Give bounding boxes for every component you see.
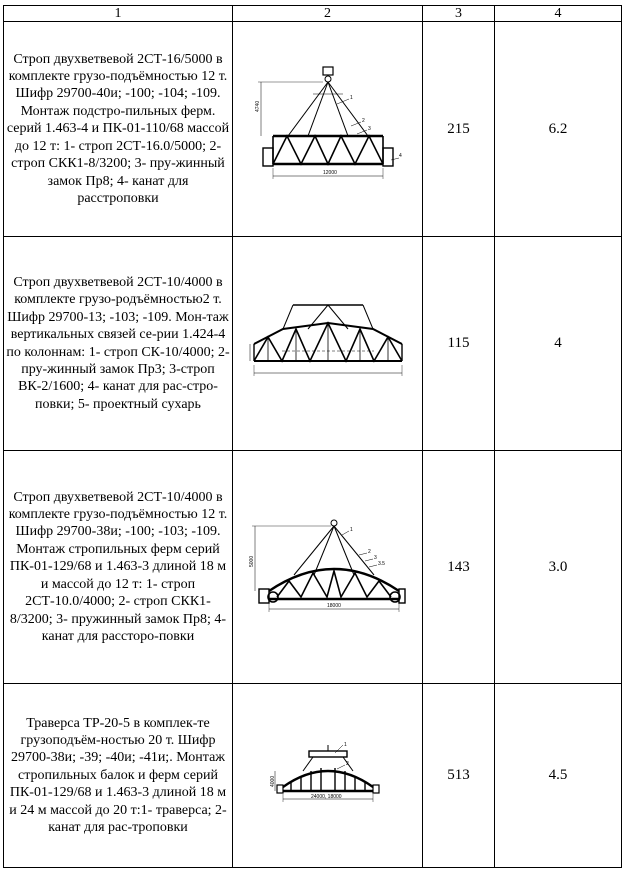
table-row: [4, 451, 622, 684]
row-col3-value: 513: [423, 684, 495, 868]
row-col3-value: 143: [423, 451, 495, 684]
dim-width: 18000: [326, 603, 341, 609]
row-col3-value: 215: [423, 22, 495, 237]
callout-4: 3.5: [377, 561, 385, 567]
row-col4-value: 4: [495, 237, 622, 451]
row-figure: [233, 451, 423, 684]
callout-1: 1: [349, 95, 353, 101]
row-description: Строп двухветвевой 2СТ-16/5000 в комплекте грузо-подъёмностью 12 т. Шифр 29700-40и; -100; -104; -109. Монтаж подстро-пильных ферм. серий 1.463-4 и ПК-01-110/68 массой до 12 т: 1- строп 2СТ-16.0/5000; 2- строп СКК1-8/3200; 3- пру-жинный замок Пр8; 4- канат для расстроповки: [4, 22, 233, 237]
row-col4-value: 4.5: [495, 684, 622, 868]
callout-3: 3: [373, 555, 377, 561]
header-col-3: 3: [423, 6, 495, 22]
dim-height: 5000: [248, 555, 255, 567]
header-col-4: 4: [495, 6, 622, 22]
dim-width: 12000: [322, 170, 337, 176]
dim-width: 24000, 18000: [310, 793, 342, 800]
row-col4-value: 3.0: [495, 451, 622, 684]
sling-specification-table: [3, 5, 622, 868]
table-row: [4, 684, 622, 868]
row-description: Траверса ТР-20-5 в комплек-те грузоподъём-ностью 20 т. Шифр 29700-38и; -39; -40и; -41и;. Монтаж стропильных балок и ферм серий ПК-01-129/68 и 1.463-3 длиной 18 м и 24 м массой до 20 т:1- траверса; 2- канат для рас-троповки: [4, 684, 233, 868]
dim-height: 4000: [269, 775, 276, 787]
callout-2: 2: [367, 549, 371, 555]
row-col3-value: 115: [423, 237, 495, 451]
callout-1: 1: [343, 741, 347, 748]
dim-height: 4740: [254, 100, 261, 112]
table-row: [4, 22, 622, 237]
header-col-2: 2: [233, 6, 423, 22]
row-figure: [233, 22, 423, 237]
row-description: Строп двухветвевой 2СТ-10/4000 в комплекте грузо-родъёмностью2 т. Шифр 29700-13; -103; -109. Мон-таж вертикальных связей се-рии 1.424-4 по колоннам: 1- строп СК-10/4000; 2- пру-жинный замок Пр3; 3-строп ВК-2/1600; 4- канат для рас-стро-повки; 5- проектный сухарь: [4, 237, 233, 451]
table-row: [4, 237, 622, 451]
row-figure: [233, 684, 423, 868]
callout-4: 4: [398, 153, 402, 159]
vertical-bracing-diagram: [248, 299, 408, 389]
callout-1: 1: [349, 527, 353, 533]
row-description: Строп двухветвевой 2СТ-10/4000 в комплекте грузо-подъёмностью 12 т. Шифр 29700-38и; -100; -103; -109. Монтаж стропильных ферм серий ПК-01-129/68 и 1.463-3 длиной 18 м и массой до 12 т: 1- строп 2СТ-10.0/4000; 2- строп СКК1-8/3200; 3- пружинный замок Пр8; 4-канат для рассторо-повки: [4, 451, 233, 684]
callout-3: 3: [367, 126, 371, 132]
row-figure: [233, 237, 423, 451]
traverse-beam-diagram: [269, 741, 383, 811]
row-col4-value: 6.2: [495, 22, 622, 237]
header-col-1: 1: [4, 6, 233, 22]
callout-2: 2: [361, 118, 365, 124]
header-row: [4, 6, 622, 22]
callout-2: 2: [345, 760, 349, 767]
truss-sling-diagram-1: [253, 64, 403, 194]
truss-sling-diagram-3: [249, 517, 407, 617]
